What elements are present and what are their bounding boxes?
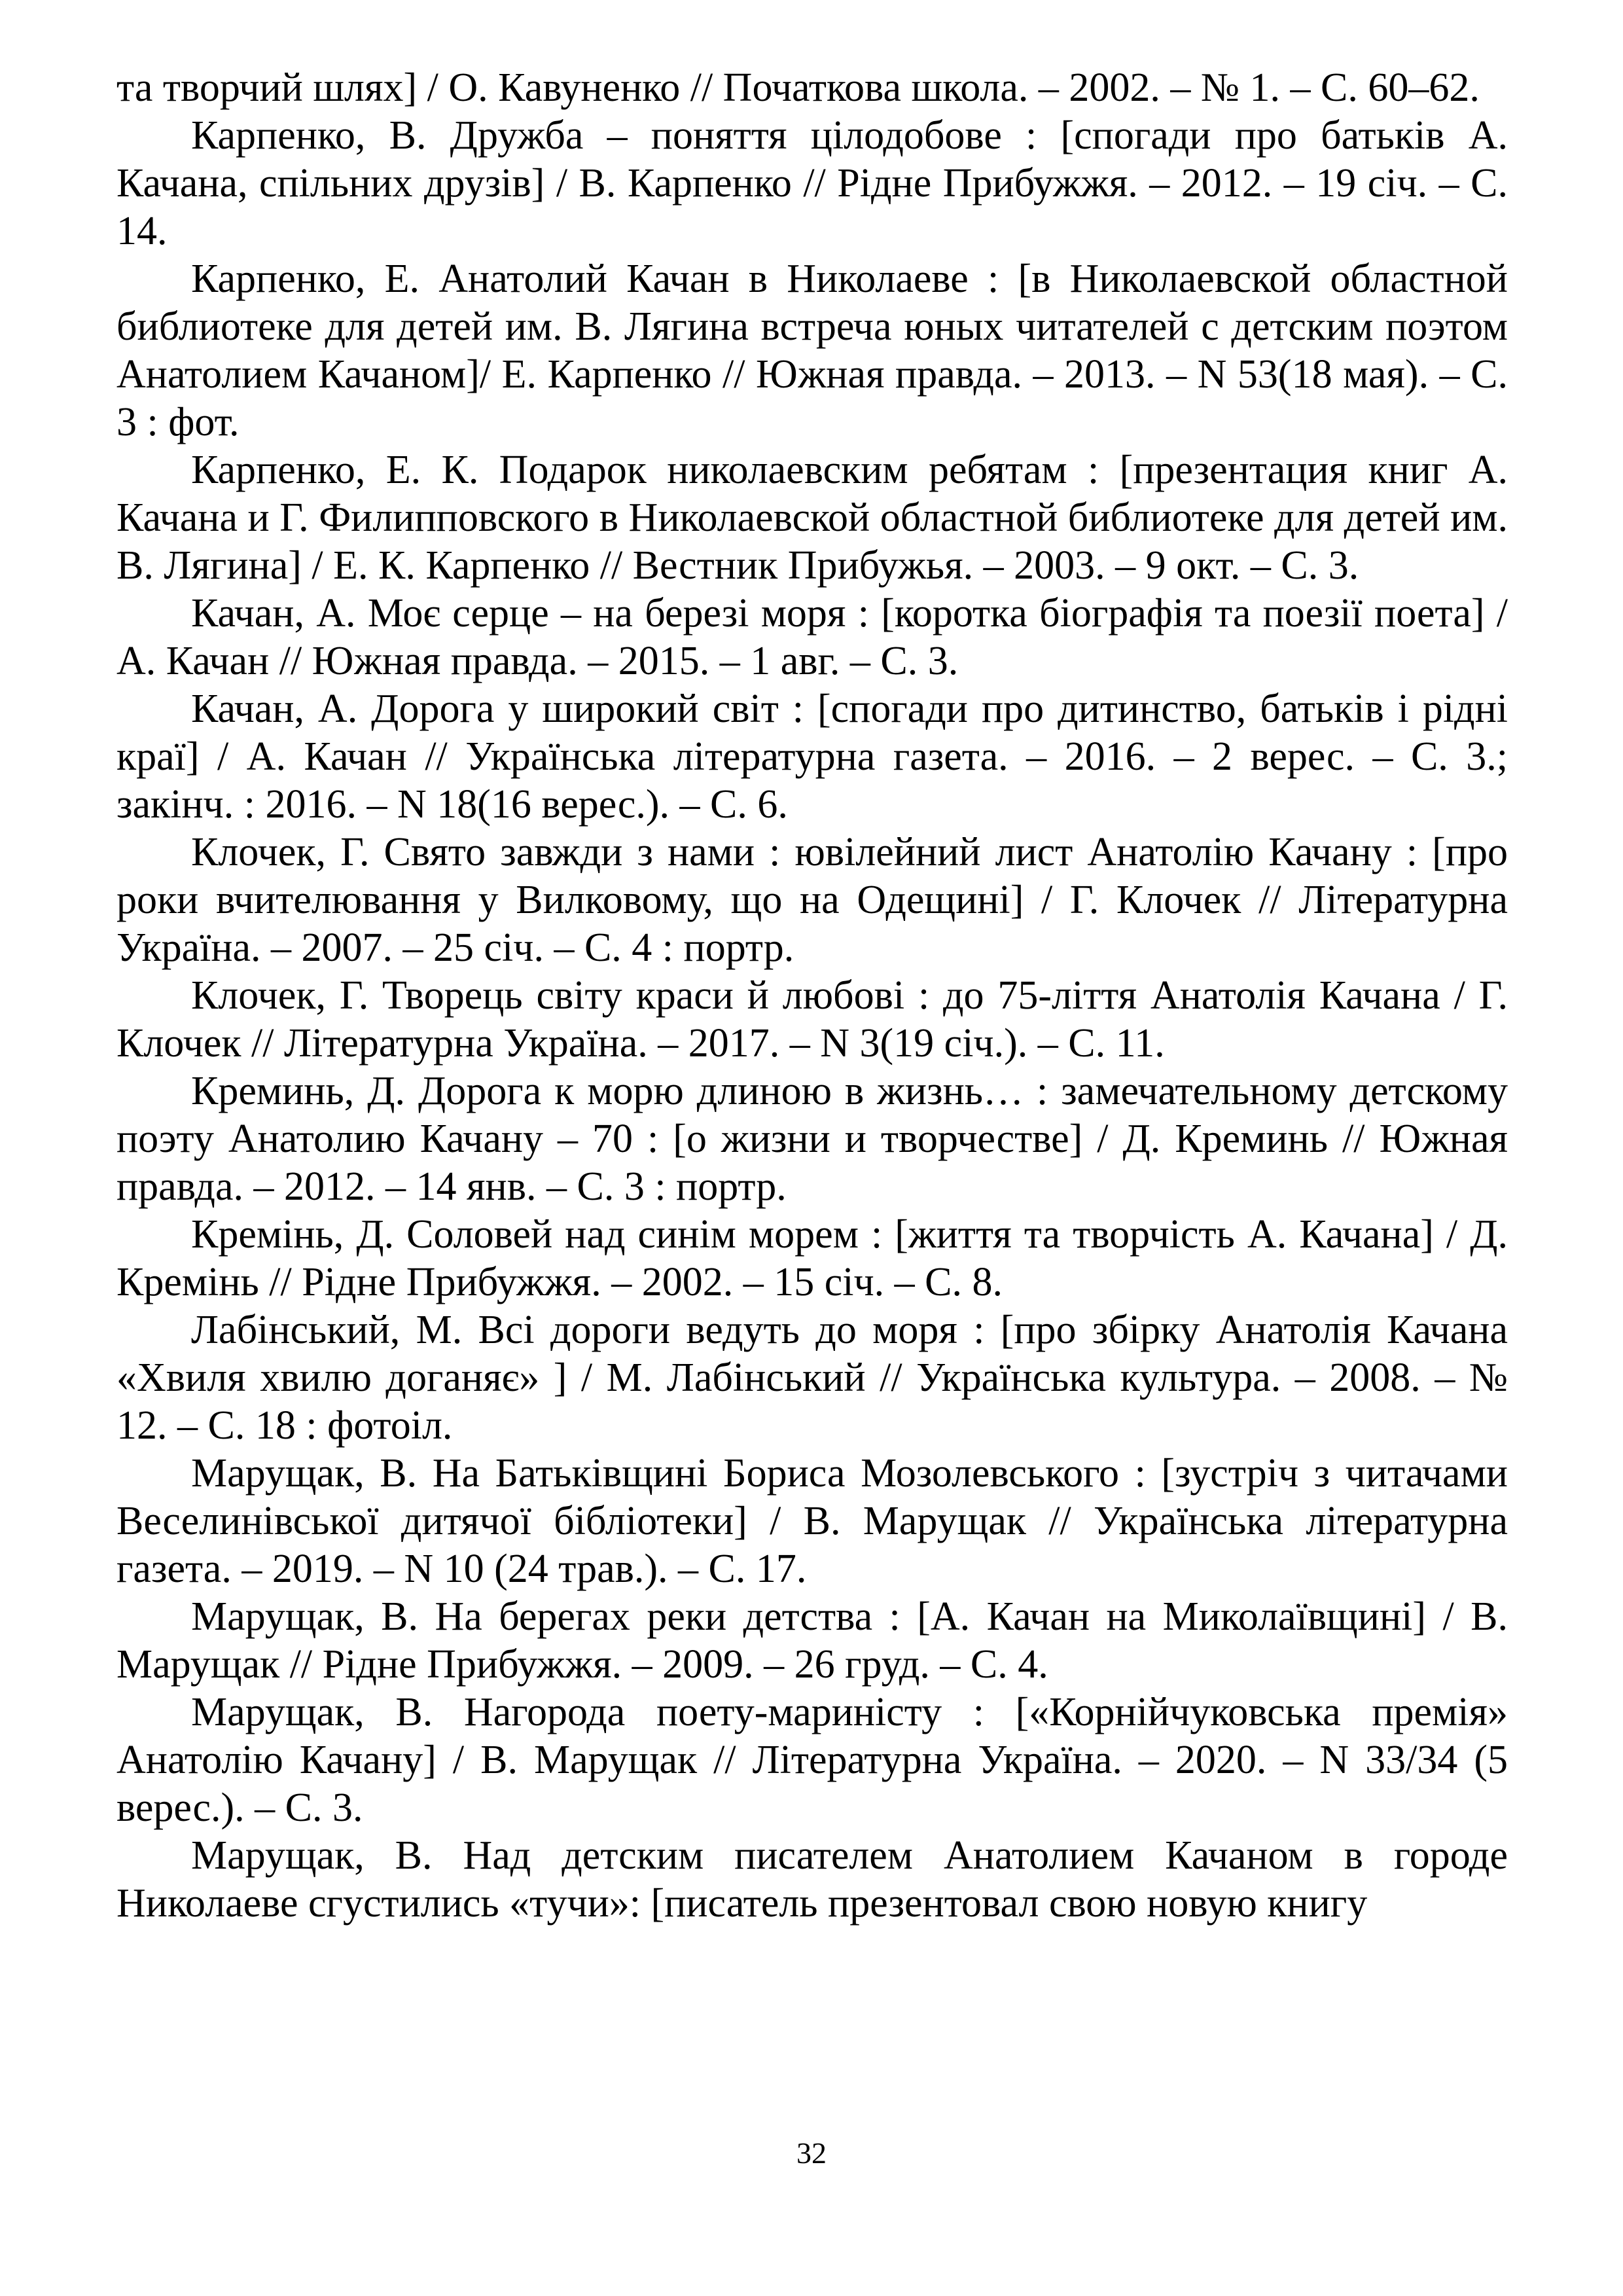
bibliography-entry: Клочек, Г. Свято завжди з нами : ювілейний лист Анатолію Качану : [про роки вчителювання у Вилковому, що на Одещині] / Г. Клочек // Літературна Україна. – 2007. – 25 січ. – С. 4 : портр. [116, 830, 1508, 970]
bibliography-entry-continued: та творчий шлях] / О. Кавуненко // Початкова школа. – 2002. – № 1. – С. 60–62. [116, 65, 1480, 110]
bibliography-entry: Качан, А. Дорога у широкий світ : [спогади про дитинство, батьків і рідні краї] / А. Качан // Українська літературна газета. – 2016. – 2 верес. – С. 3.; закінч. : 2016. – N 18(16 верес.). – С. 6. [116, 687, 1508, 827]
bibliography-entry: Лабінський, М. Всі дороги ведуть до моря : [про збірку Анатолія Качана «Хвиля хвилю доганяє» ] / М. Лабінський // Українська культура. – 2008. – № 12. – С. 18 : фотоіл. [116, 1308, 1508, 1448]
bibliography-entry: Качан, А. Моє серце – на березі моря : [коротка біографія та поезії поета] / А. Качан // Южная правда. – 2015. – 1 авг. – С. 3. [116, 591, 1508, 683]
bibliography-entry: Карпенко, В. Дружба – поняття цілодобове : [спогади про батьків А. Качана, спільних друзів] / В. Карпенко // Рідне Прибужжя. – 2012. – 19 січ. – С. 14. [116, 113, 1508, 253]
bibliography-entry: Карпенко, Е. К. Подарок николаевским ребятам : [презентация книг А. Качана и Г. Филипповского в Николаевской областной библиотеке для детей им. В. Лягина] / Е. К. Карпенко // Вестник Прибужья. – 2003. – 9 окт. – С. 3. [116, 448, 1508, 588]
bibliography-entry-truncated: Марущак, В. Над детским писателем Анатолием Качаном в городе Николаеве сгустились «тучи»: [писатель презентовал свою новую книгу [116, 1833, 1508, 1926]
bibliography-entry: Марущак, В. На берегах реки детства : [А. Качан на Миколаївщині] / В. Марущак // Рідне Прибужжя. – 2009. – 26 груд. – С. 4. [116, 1594, 1508, 1687]
bibliography-entry: Клочек, Г. Творець світу краси й любові : до 75-ліття Анатолія Качана / Г. Клочек // Літературна Україна. – 2017. – N 3(19 січ.). – С. 11. [116, 973, 1508, 1066]
bibliography-entry: Кремінь, Д. Соловей над синім морем : [життя та творчість А. Качана] / Д. Кремінь // Рідне Прибужжя. – 2002. – 15 січ. – С. 8. [116, 1212, 1508, 1304]
bibliography-entry: Марущак, В. Нагорода поету-мариністу : [«Корнійчуковська премія» Анатолію Качану] / В. Марущак // Літературна Україна. – 2020. – N 33/34 (5 верес.). – С. 3. [116, 1690, 1508, 1830]
bibliography-entry: Креминь, Д. Дорога к морю длиною в жизнь… : замечательному детскому поэту Анатолию Качану – 70 : [о жизни и творчестве] / Д. Креминь // Южная правда. – 2012. – 14 янв. – С. 3 : портр. [116, 1069, 1508, 1209]
bibliography-entry: Марущак, В. На Батьківщині Бориса Мозолевського : [зустріч з читачами Веселинівської дитячої бібліотеки] / В. Марущак // Українська літературна газета. – 2019. – N 10 (24 трав.). – С. 17. [116, 1451, 1508, 1591]
bibliography-list [116, 64, 1508, 1928]
bibliography-entry: Карпенко, Е. Анатолий Качан в Николаеве : [в Николаевской областной библиотеке для детей им. В. Лягина встреча юных читателей с детским поэтом Анатолием Качаном]/ Е. Карпенко // Южная правда. – 2013. – N 53(18 мая). – С. 3 : фот. [116, 257, 1508, 444]
page-number: 32 [796, 2136, 827, 2170]
